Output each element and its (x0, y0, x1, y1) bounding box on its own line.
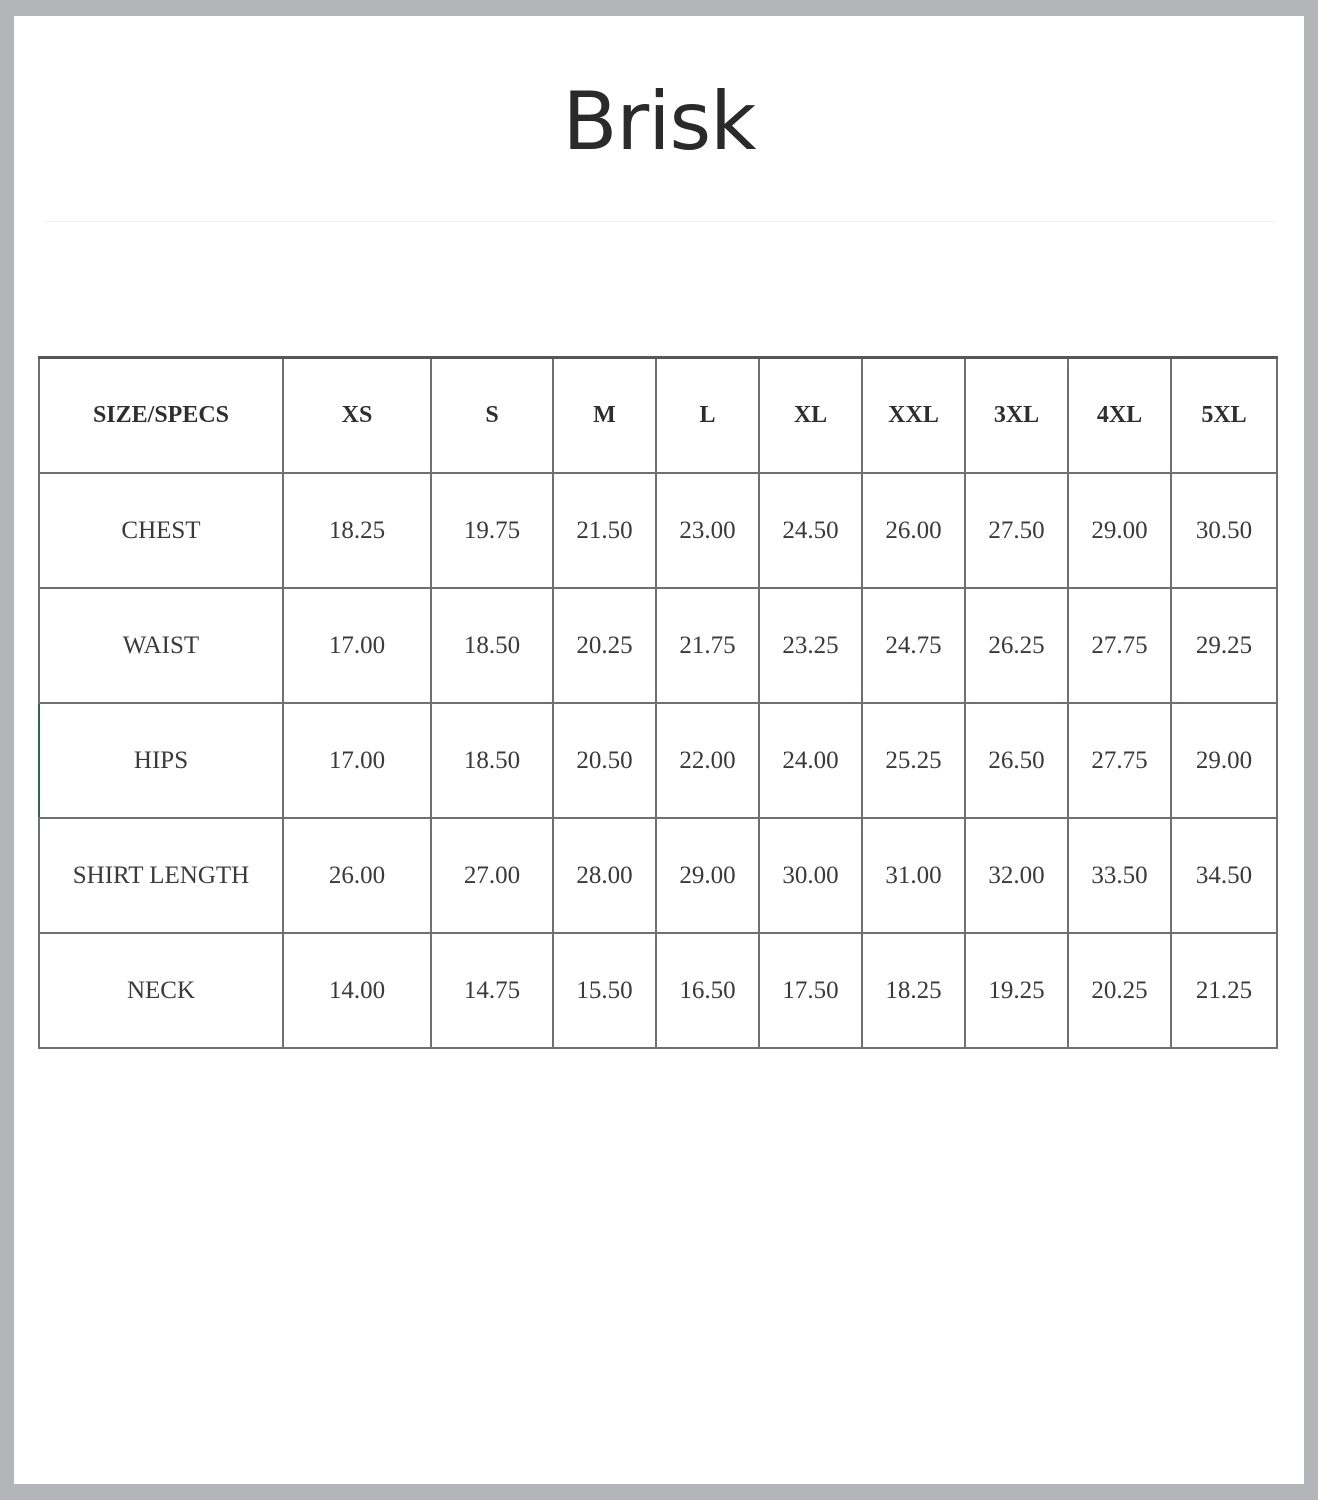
size-chart-table (38, 356, 1278, 1049)
spec-value: 20.25 (1068, 933, 1171, 1048)
spec-name: CHEST (39, 473, 283, 588)
spec-value: 33.50 (1068, 818, 1171, 933)
spec-value: 14.75 (431, 933, 553, 1048)
spec-value: 29.25 (1171, 588, 1277, 703)
spec-name: NECK (39, 933, 283, 1048)
header-size: S (431, 358, 553, 474)
spec-value: 24.50 (759, 473, 862, 588)
spec-name: WAIST (39, 588, 283, 703)
spec-value: 18.25 (283, 473, 431, 588)
spec-value: 19.75 (431, 473, 553, 588)
spec-value: 18.25 (862, 933, 965, 1048)
spec-value: 30.00 (759, 818, 862, 933)
spec-value: 18.50 (431, 588, 553, 703)
spec-value: 18.50 (431, 703, 553, 818)
spec-value: 27.50 (965, 473, 1068, 588)
spec-value: 31.00 (862, 818, 965, 933)
spec-value: 24.00 (759, 703, 862, 818)
spec-value: 16.50 (656, 933, 759, 1048)
header-size: 3XL (965, 358, 1068, 474)
spec-value: 25.25 (862, 703, 965, 818)
header-size-specs: SIZE/SPECS (39, 358, 283, 474)
size-chart-sheet (14, 16, 1304, 1484)
spec-value: 20.50 (553, 703, 656, 818)
spec-value: 26.50 (965, 703, 1068, 818)
spec-value: 21.25 (1171, 933, 1277, 1048)
spec-value: 26.25 (965, 588, 1068, 703)
spec-name: HIPS (39, 703, 283, 818)
spec-value: 22.00 (656, 703, 759, 818)
header-size: XXL (862, 358, 965, 474)
header-size: XL (759, 358, 862, 474)
spec-value: 17.50 (759, 933, 862, 1048)
spec-value: 23.25 (759, 588, 862, 703)
spec-value: 24.75 (862, 588, 965, 703)
spec-value: 34.50 (1171, 818, 1277, 933)
table-row (39, 588, 1277, 703)
spec-value: 14.00 (283, 933, 431, 1048)
spec-value: 28.00 (553, 818, 656, 933)
spec-value: 21.75 (656, 588, 759, 703)
spec-value: 29.00 (656, 818, 759, 933)
spec-value: 19.25 (965, 933, 1068, 1048)
spec-value: 27.00 (431, 818, 553, 933)
spec-name: SHIRT LENGTH (39, 818, 283, 933)
table-row (39, 703, 1277, 818)
table-row (39, 818, 1277, 933)
spec-value: 27.75 (1068, 588, 1171, 703)
header-size: 4XL (1068, 358, 1171, 474)
spec-value: 20.25 (553, 588, 656, 703)
spec-value: 17.00 (283, 703, 431, 818)
header-size: M (553, 358, 656, 474)
spec-value: 15.50 (553, 933, 656, 1048)
spec-value: 21.50 (553, 473, 656, 588)
spec-value: 30.50 (1171, 473, 1277, 588)
header-size: XS (283, 358, 431, 474)
brand-logo: Brisk (562, 75, 756, 168)
header-size: L (656, 358, 759, 474)
spec-value: 26.00 (862, 473, 965, 588)
spec-value: 27.75 (1068, 703, 1171, 818)
spec-value: 26.00 (283, 818, 431, 933)
spec-value: 23.00 (656, 473, 759, 588)
spec-value: 32.00 (965, 818, 1068, 933)
spec-value: 17.00 (283, 588, 431, 703)
spec-value: 29.00 (1068, 473, 1171, 588)
spec-value: 29.00 (1171, 703, 1277, 818)
header-row (39, 358, 1277, 474)
table-row (39, 473, 1277, 588)
table-row (39, 933, 1277, 1048)
divider (44, 221, 1276, 222)
header-size: 5XL (1171, 358, 1277, 474)
